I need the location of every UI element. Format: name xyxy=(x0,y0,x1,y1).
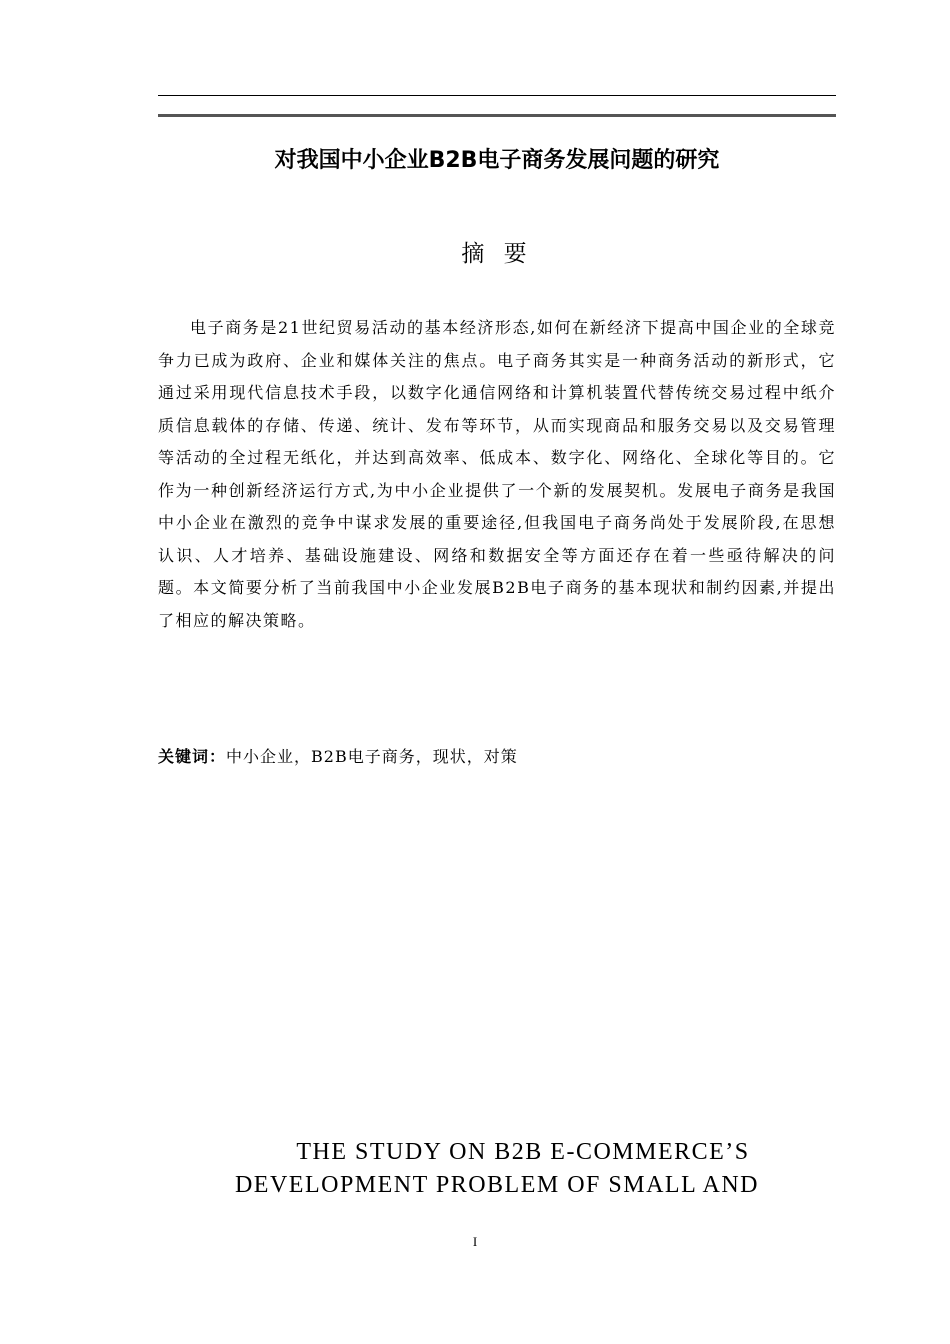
keywords-label: 关键词： xyxy=(158,747,227,766)
english-title-line-1: THE STUDY ON B2B E-COMMERCE’S xyxy=(296,1139,750,1165)
abstract-heading: 摘 要 xyxy=(461,241,533,267)
english-title-line-2: DEVELOPMENT PROBLEM OF SMALL AND xyxy=(234,1172,760,1198)
keywords-value: 中小企业，B2B电子商务，现状，对策 xyxy=(226,747,518,766)
header-rule-thick xyxy=(158,114,836,117)
header-rule-thin xyxy=(158,95,836,96)
abstract-body: 电子商务是21世纪贸易活动的基本经济形态,如何在新经济下提高中国企业的全球竞争力已成为政府、企业和媒体关注的焦点。电子商务其实是一种商务活动的新形式，它通过采用现代信息技术手段，以数字化通信网络和计算机装置代替传统交易过程中纸介质信息载体的存储、传递、统计、发布等环节，从而实现商品和服务交易以及交易管理等活动的全过程无纸化，并达到高效率、低成本、数字化、网络化、全球化等目的。它作为一种创新经济运行方式,为中小企业提供了一个新的发展契机。发展电子商务是我国中小企业在激烈的竞争中谋求发展的重要途径,但我国电子商务尚处于发展阶段,在思想认识、人才培养、基础设施建设、网络和数据安全等方面还存在着一些亟待解决的问题。本文简要分析了当前我国中小企业发展B2B电子商务的基本现状和制约因素,并提出了相应的解决策略。 xyxy=(158,318,836,630)
chinese-title: 对我国中小企业B2B电子商务发展问题的研究 xyxy=(274,148,720,173)
english-title xyxy=(158,1136,836,1202)
page-number: I xyxy=(472,1234,478,1249)
keywords-line xyxy=(158,741,836,773)
